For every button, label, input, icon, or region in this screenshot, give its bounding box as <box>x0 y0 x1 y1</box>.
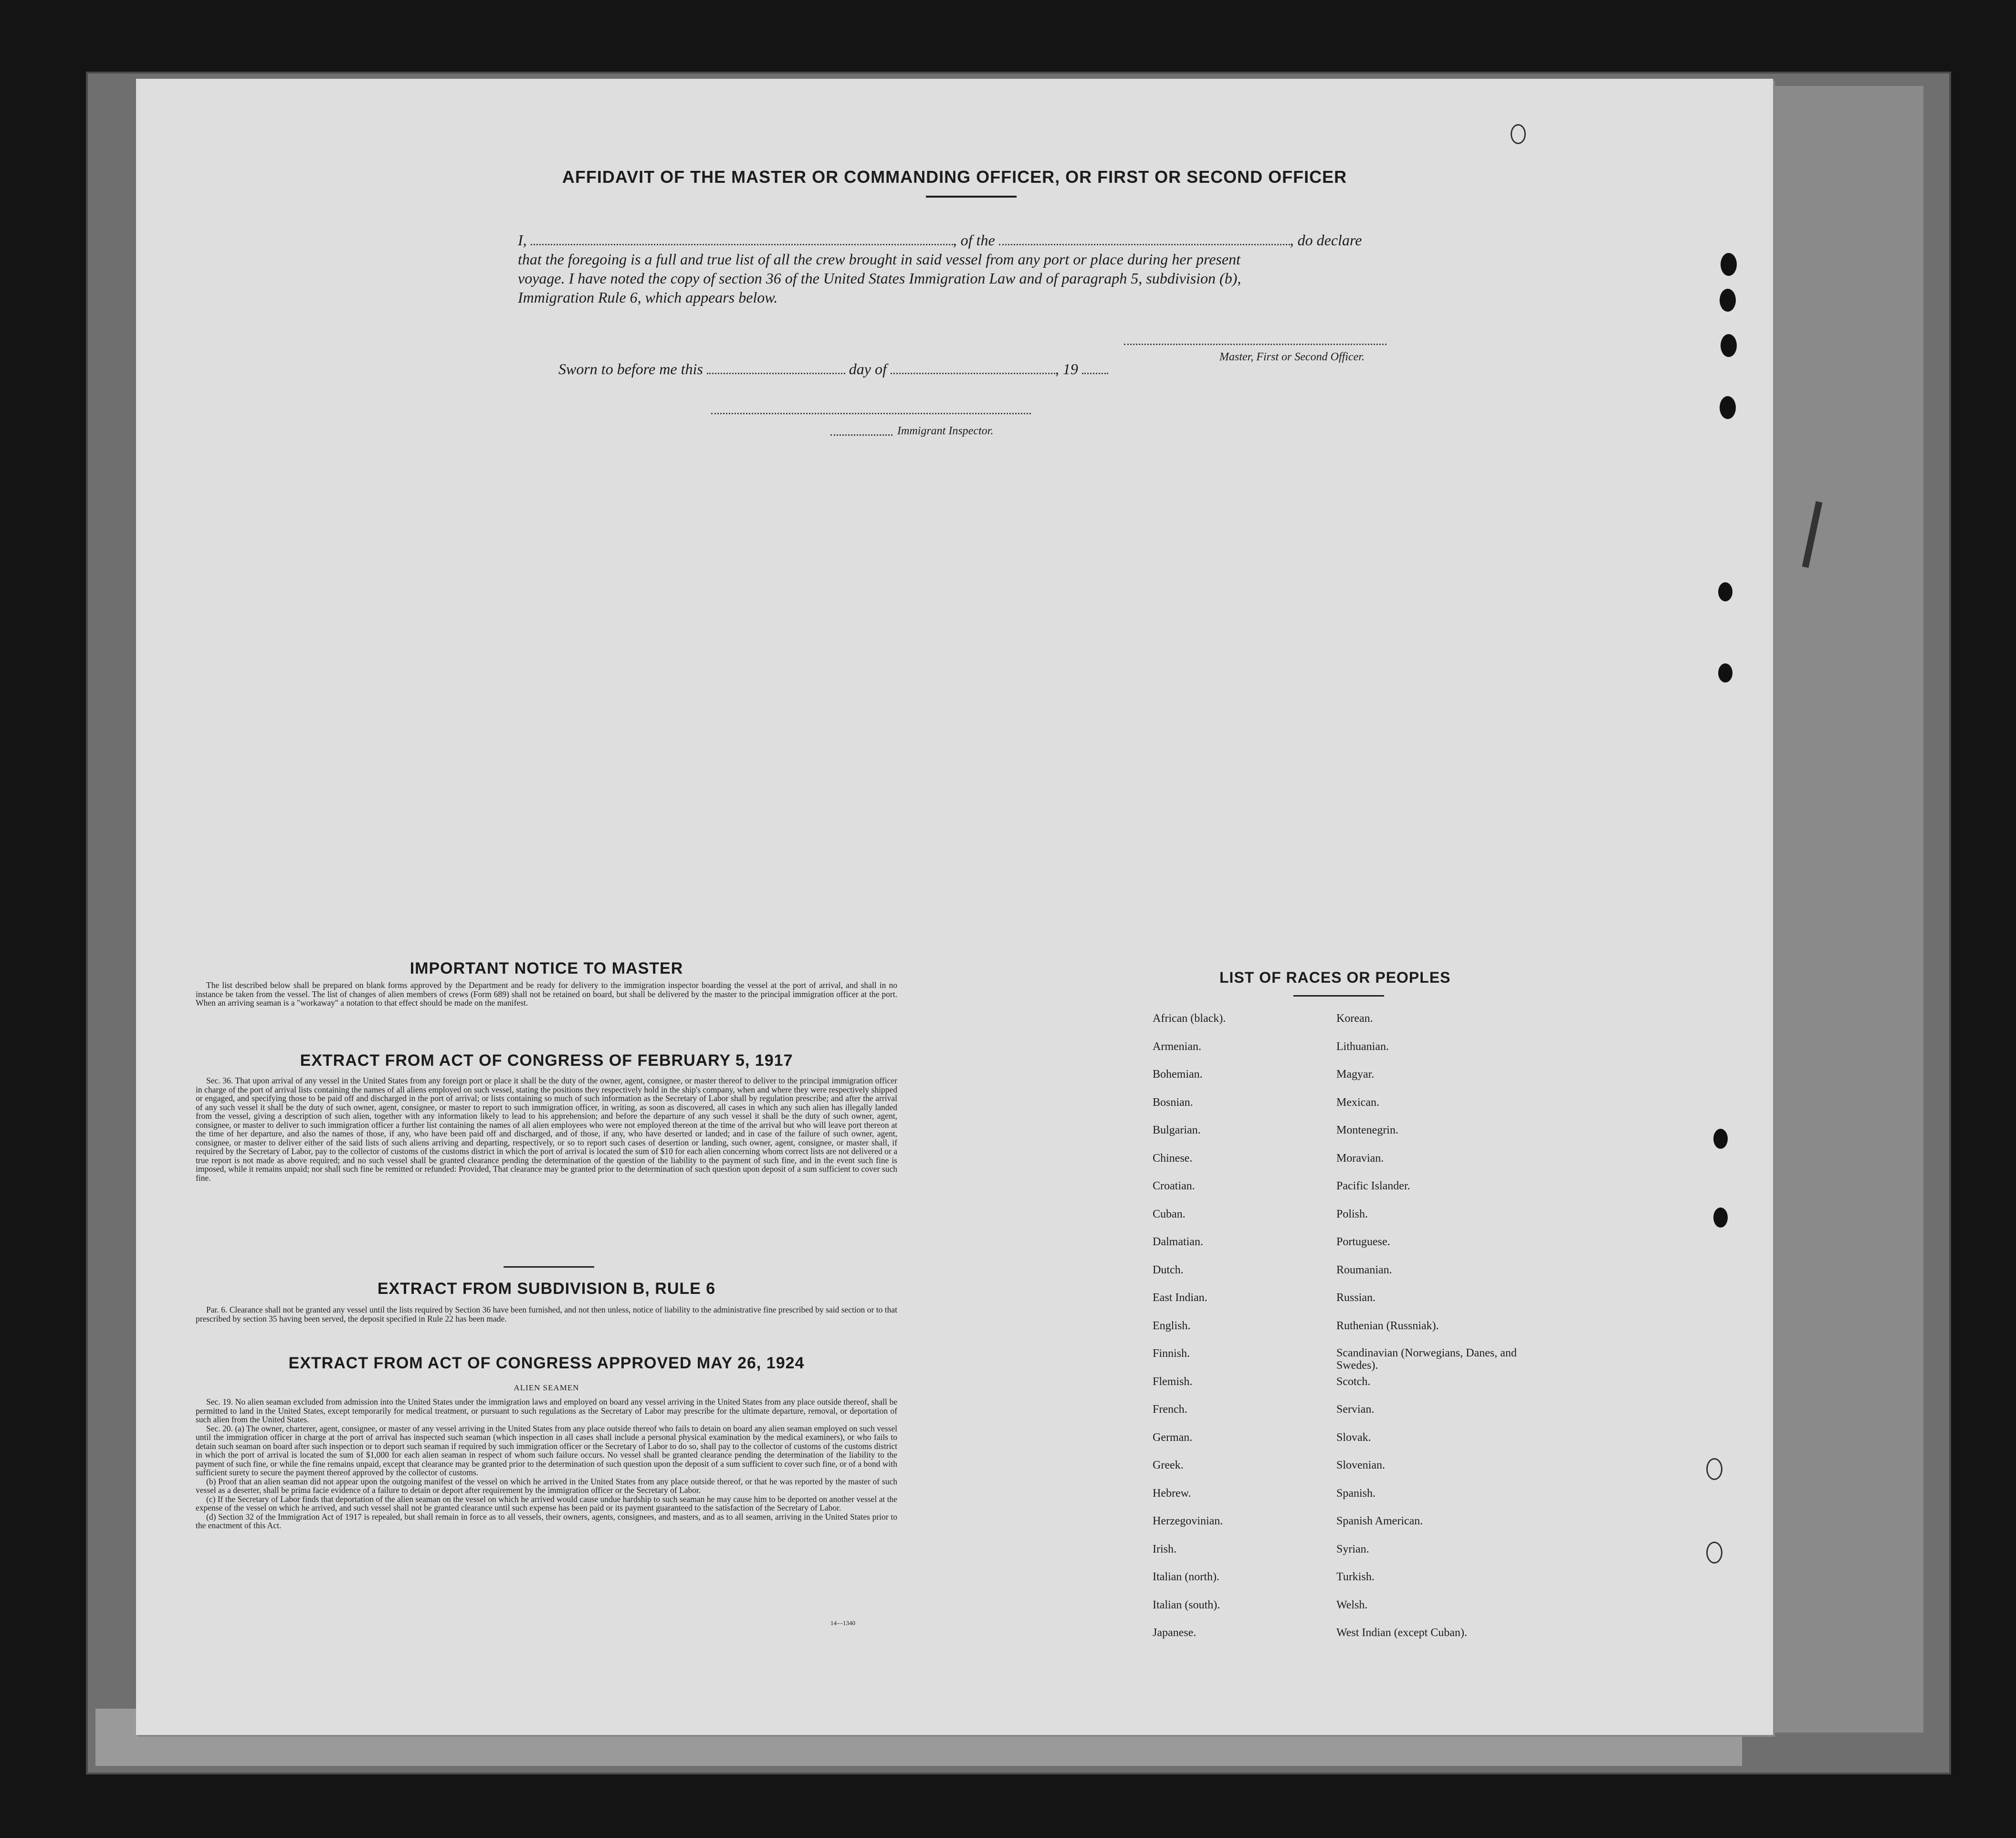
race-item: Irish. <box>1153 1543 1176 1555</box>
sworn-text: Sworn to before me this <box>558 360 703 378</box>
vessel-blank <box>999 244 1290 245</box>
race-item: Cuban. <box>1153 1208 1186 1220</box>
race-item: Finnish. <box>1153 1347 1190 1360</box>
race-item: Montenegrin. <box>1336 1124 1398 1136</box>
extract-1924-body <box>196 1397 897 1530</box>
race-item: Magyar. <box>1336 1068 1375 1081</box>
rule6-body <box>196 1305 897 1323</box>
sworn-line <box>558 360 1108 378</box>
race-item: Slovak. <box>1336 1431 1371 1444</box>
section-20c-paragraph: (c) If the Secretary of Labor finds that deportation of the alien seaman on the vessel on which he arrived would cause undue hardship to such seaman he may cause him to be deported on another vessel at the expense of the vessel on which he arrived, and such vessel shall not be granted clearance until such expense has been paid or its payment guaranteed to the satisfaction of the Secretary of Labor. <box>196 1494 897 1512</box>
races-rule <box>1293 995 1384 997</box>
sworn-day-blank <box>707 373 845 374</box>
race-item: Servian. <box>1336 1403 1375 1416</box>
extract-1924-title: EXTRACT FROM ACT OF CONGRESS APPROVED MAY 26, 1924 <box>288 1354 805 1372</box>
race-item: Lithuanian. <box>1336 1040 1389 1053</box>
notice-paragraph: The list described below shall be prepared on blank forms approved by the Department and be ready for delivery to the immigration inspector boarding the vessel at the port of arrival, and shall in no instance be taken from the vessel. The list of changes of alien members of crews (Form 689) shall not be retained on board, but shall be delivered by the master to the principal immigration officer at the port. When an arriving seaman is a "workaway" a notation to that effect should be made on the manifest. <box>196 980 897 1008</box>
affidavit-declare: , do declare <box>1290 231 1362 249</box>
section-20d-paragraph: (d) Section 32 of the Immigration Act of 1917 is repealed, but shall remain in force as to all vessels, their owners, agents, consignees, and masters, and as to all seamen, arriving in the United States prior to the enactment of this Act. <box>196 1512 897 1530</box>
document-page <box>136 79 1773 1735</box>
sworn-month-blank <box>891 373 1055 374</box>
sworn-day-of: day of <box>849 360 887 378</box>
race-item: Japanese. <box>1153 1627 1197 1639</box>
race-item: West Indian (except Cuban). <box>1336 1627 1467 1639</box>
affidavit-of-the: , of the <box>953 231 995 249</box>
race-item: Korean. <box>1336 1012 1373 1025</box>
affidavit-line-4: Immigration Rule 6, which appears below. <box>518 289 778 306</box>
race-item: Spanish American. <box>1336 1515 1423 1527</box>
race-item: Hebrew. <box>1153 1487 1191 1500</box>
race-item: Pacific Islander. <box>1336 1180 1410 1192</box>
section-36-paragraph: Sec. 36. That upon arrival of any vessel in the United States from any foreign port or place it shall be the duty of the owner, agent, consignee, or master thereof to deliver to the principal immigration officer in charge of the port of arrival lists containing the names of all aliens employed on such vessel, stating the positions they respectively hold in the ship's company, when and where they were respectively shipped or engaged, and specifying those to be paid off and discharged in the port of arrival; or lists containing so much of such information as the Secretary of Labor shall by regulation prescribe; and after the arrival of any such vessel it shall be the duty of such owner, agent, consignee, or master to report to such immigration officer, in writing, as soon as discovered, all cases in which any such alien has illegally landed from the vessel, giving a description of such alien, together with any information likely to lead to his apprehension; and before the departure of any such vessel it shall be the duty of such owner, agent, consignee, or master to deliver to such immigration officer a further list containing the names of all alien employees who were not employed thereon at the time of the arrival but who will leave port thereon at the time of her departure, and also the names of those, if any, who have been paid off and discharged, and of those, if any, who have deserted or landed; and in case of the failure of such owner, agent, consignee, or master to deliver either of the said lists of such aliens arriving and departing, respectively, or so to report such cases of desertion or landing, such owner, agent, consignee, or master shall, if required by the Secretary of Labor, pay to the collector of customs of the customs district in which the port of arrival is located the sum of $10 for each alien concerning whom correct lists are not delivered or a true report is not made as above required; and no such vessel shall be granted clearance pending the determination of the question of the liability to the payment of such fine, and in the event such fine is imposed, while it remains unpaid; nor shall such fine be remitted or refunded: Provided, That clearance may be granted prior to the determination of such question upon deposit of a sum sufficient to cover such fine. <box>196 1076 897 1183</box>
affidavit-i: I, <box>518 231 527 249</box>
race-item: Syrian. <box>1336 1543 1369 1555</box>
race-item: Polish. <box>1336 1208 1368 1220</box>
race-item: Moravian. <box>1336 1152 1384 1165</box>
binder-hole-icon <box>1511 124 1526 144</box>
binder-hole-icon <box>1713 1208 1728 1228</box>
binder-hole-icon <box>1720 289 1736 312</box>
binder-hole-icon <box>1718 663 1732 683</box>
race-item: Portuguese. <box>1336 1236 1390 1248</box>
form-number: 14—1340 <box>830 1619 855 1627</box>
alien-seamen-subtitle: ALIEN SEAMEN <box>514 1383 579 1392</box>
race-item: Italian (north). <box>1153 1571 1219 1583</box>
race-item: Bosnian. <box>1153 1096 1193 1109</box>
title-rule <box>926 196 1017 198</box>
affidavit-line-3: voyage. I have noted the copy of section 36 of the United States Immigration Law and of paragraph 5, subdivision (b), <box>518 270 1241 287</box>
divider-rule <box>504 1266 594 1268</box>
extract-1917-body <box>196 1076 897 1182</box>
notice-title: IMPORTANT NOTICE TO MASTER <box>410 959 683 977</box>
sworn-year-blank <box>1082 373 1108 374</box>
race-item: English. <box>1153 1319 1191 1332</box>
binder-hole-icon <box>1720 396 1736 419</box>
race-item: Flemish. <box>1153 1375 1193 1388</box>
race-item: Scandinavian (Norwegians, Danes, and Swedes). <box>1336 1347 1517 1372</box>
inspector-caption: Immigrant Inspector. <box>897 425 994 437</box>
race-item: Croatian. <box>1153 1180 1195 1192</box>
sworn-year: , 19 <box>1055 360 1078 378</box>
binder-hole-icon <box>1706 1458 1722 1480</box>
race-item: Russian. <box>1336 1292 1376 1304</box>
section-19-paragraph: Sec. 19. No alien seaman excluded from admission into the United States under the immigration laws and employed on board any vessel arriving in the United States from any place outside thereof, shall be permitted to land in the United States, except temporarily for medical treatment, or pursuant to such regulations as the Secretary of Labor may prescribe for the ultimate departure, removal, or deportation of such alien from the United States. <box>196 1397 897 1424</box>
race-item: Mexican. <box>1336 1096 1379 1109</box>
notice-body <box>196 981 897 1008</box>
race-item: French. <box>1153 1403 1187 1416</box>
race-item: Dalmatian. <box>1153 1236 1203 1248</box>
race-item: Turkish. <box>1336 1571 1375 1583</box>
binder-hole-icon <box>1721 253 1737 276</box>
race-item: Slovenian. <box>1336 1459 1385 1471</box>
master-signature-line <box>1124 344 1386 345</box>
extract-1917-title: EXTRACT FROM ACT OF CONGRESS OF FEBRUARY 5, 1917 <box>300 1051 793 1070</box>
section-20a-paragraph: Sec. 20. (a) The owner, charterer, agent, consignee, or master of any vessel arriving in the United States from any place outside thereof who fails to detain on board any alien seaman employed on such vessel until the immigration officer in charge at the port of arrival has inspected such seaman (which inspection in all cases shall include a personal physical examination by the medical examiners), or who fails to detain such seaman on board after such inspection or to deport such seaman if required by such immigration officer or the Secretary of Labor to do so, shall pay to the collector of customs of the customs district in which the port of arrival is located the sum of $1,000 for each alien seaman in respect of whom such failure occurs. No vessel shall be granted clearance pending the determination of the liability to the payment of such fine, or while the fine remains unpaid, except that clearance may be granted prior to the determination of such question upon the deposit of a sum sufficient to cover such fine, or of a bond with sufficient surety to secure the payment thereof approved by the collector of customs. <box>196 1423 897 1477</box>
binder-hole-icon <box>1718 582 1732 601</box>
inspector-lead-line <box>830 434 892 436</box>
race-item: Chinese. <box>1153 1152 1193 1165</box>
race-item: Scotch. <box>1336 1375 1371 1388</box>
race-item: German. <box>1153 1431 1193 1444</box>
race-item: Roumanian. <box>1336 1263 1392 1276</box>
races-title: LIST OF RACES OR PEOPLES <box>1219 969 1451 986</box>
section-20b-paragraph: (b) Proof that an alien seaman did not appear upon the outgoing manifest of the vessel on which he arrived in the United States from any place outside thereof, or that he was reported by the master of such vessel as a deserter, shall be prima facie evidence of a failure to detain or deport after requirement by the immigration officer or the Secretary of Labor. <box>196 1476 897 1495</box>
inspector-signature-line <box>711 413 1031 414</box>
race-item: Spanish. <box>1336 1487 1376 1500</box>
rule6-title: EXTRACT FROM SUBDIVISION B, RULE 6 <box>377 1280 716 1298</box>
race-item: Armenian. <box>1153 1040 1201 1053</box>
affidavit-title: AFFIDAVIT OF THE MASTER OR COMMANDING OFFICER, OR FIRST OR SECOND OFFICER <box>562 167 1347 187</box>
affidavit-line-1 <box>518 231 1362 249</box>
rule6-paragraph: Par. 6. Clearance shall not be granted any vessel until the lists required by Section 36 have been furnished, and not then unless, notice of liability to the administrative fine prescribed by said section or to that prescribed by section 35 having been served, the deposit specified in Rule 22 has been made. <box>196 1305 897 1323</box>
master-caption: Master, First or Second Officer. <box>1219 351 1365 363</box>
race-item: Bohemian. <box>1153 1068 1203 1081</box>
race-item: Welsh. <box>1336 1598 1368 1611</box>
race-item: Dutch. <box>1153 1263 1184 1276</box>
race-item: Herzegovinian. <box>1153 1515 1223 1527</box>
binder-hole-icon <box>1713 1129 1728 1149</box>
binder-hole-icon <box>1721 334 1737 357</box>
race-item: Bulgarian. <box>1153 1124 1201 1136</box>
races-column-1 <box>1153 1012 1324 1654</box>
race-item: Italian (south). <box>1153 1598 1220 1611</box>
race-item: East Indian. <box>1153 1292 1208 1304</box>
background-sheet-edge <box>1766 86 1923 1733</box>
race-item: Ruthenian (Russniak). <box>1336 1319 1439 1332</box>
affidavit-line-2: that the foregoing is a full and true list of all the crew brought in said vessel from any port or place during her present <box>518 251 1240 268</box>
races-column-2 <box>1336 1012 1518 1654</box>
race-item: Greek. <box>1153 1459 1184 1471</box>
name-blank <box>531 244 953 245</box>
race-item: African (black). <box>1153 1012 1226 1025</box>
binder-hole-icon <box>1706 1542 1722 1564</box>
